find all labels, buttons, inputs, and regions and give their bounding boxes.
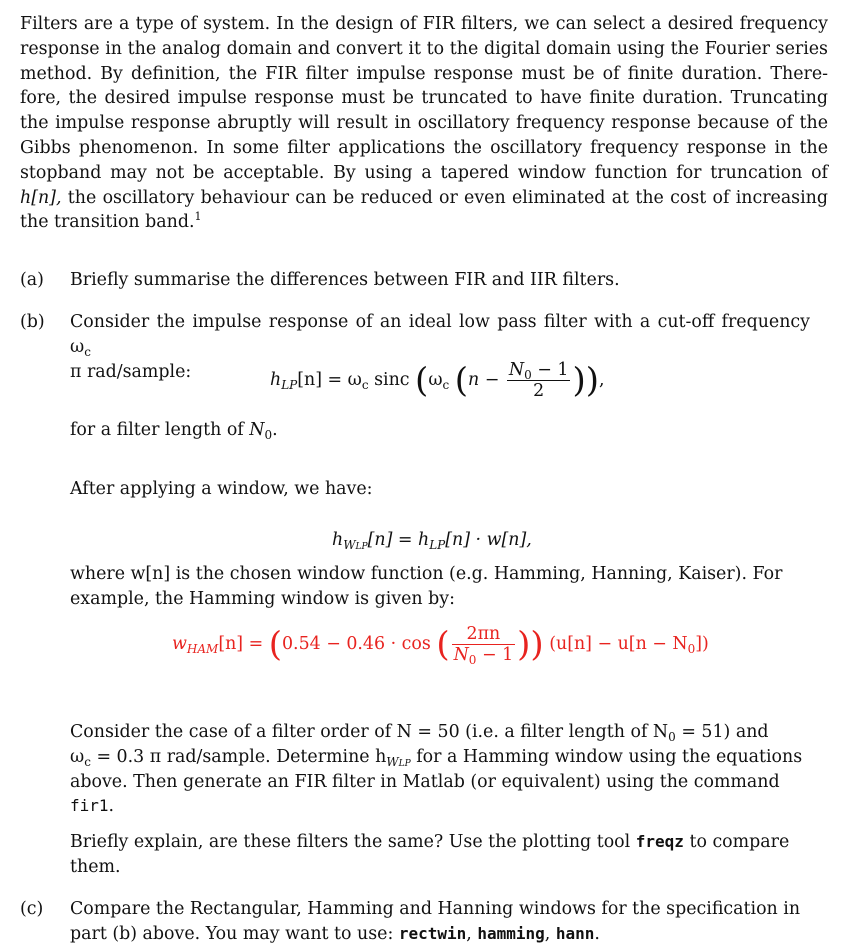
- part-a: [20, 268, 810, 293]
- freqz-command: freqz: [635, 832, 684, 851]
- part-a-label: (a): [20, 270, 44, 290]
- after-window-line: After applying a window, we have:: [70, 479, 373, 499]
- fir1-command: fir1: [70, 796, 109, 816]
- intro-line: the impulse response abruptly will result in oscillatory frequency response because of the: [20, 113, 828, 134]
- fraction: $\frac{2\pi n}{N_0 - 1}$: [453, 624, 514, 667]
- filter-length-line: for a filter length of $N_0$.: [70, 420, 278, 442]
- intro-line: Filters are a type of system. In the design of FIR filters, we can select a desired frequency: [20, 14, 828, 34]
- consider-paragraph: Consider the case of a filter order of N = 50 (i.e. a filter length of $N_0 = 51$) and $\omega_c = 0.3$ π rad/sample. Determine $h_{WLP}$ for a Hamming window using the equations above. Then generate an FIR filter in Matlab (or equivalent) using the command fir1.: [70, 722, 803, 817]
- where-window-text: where w[n] is the chosen window function (e.g. Hamming, Hanning, Kaiser). For example, the Hamming window is given by:: [70, 564, 783, 609]
- footnote-marker: 1: [194, 210, 202, 224]
- intro-line: stopband may not be acceptable. By using a tapered window function for truncation of: [20, 162, 828, 183]
- intro-line: fore, the desired impulse response must be truncated to have finite duration. Truncating: [20, 88, 828, 109]
- intro-line: response in the analog domain and convert it to the digital domain using the Fourier series: [20, 38, 828, 59]
- part-c: [20, 897, 810, 947]
- intro-symbol-h: h[n],: [20, 187, 62, 208]
- equation-hamming: $w_{HAM}[n] = (0.54 - 0.46 \cdot \cos$ ( $\frac{2\pi n}{N_0 - 1}$ )) $(u[n] - u[n - N_0])$: [172, 624, 709, 667]
- part-c-label: (c): [20, 899, 44, 919]
- document-page: [20, 12, 828, 235]
- intro-line: method. By definition, the FIR filter impulse response must be of finite duration. There-: [20, 63, 828, 84]
- part-a-text: Briefly summarise the differences between FIR and IIR filters.: [70, 270, 620, 290]
- intro-line: Gibbs phenomenon. In some filter applications the oscillatory frequency response in the: [20, 137, 828, 158]
- part-c-text: Compare the Rectangular, Hamming and Hanning windows for the specification in part (b) above. You may want to use: rectwin, hamming, hann.: [70, 899, 801, 944]
- hamming-command: hamming: [477, 923, 545, 943]
- explain-paragraph: Briefly explain, are these filters the same? Use the plotting tool freqz to compare them.: [70, 832, 790, 877]
- intro-line: the transition band.: [20, 212, 195, 233]
- part-b-intro: Consider the impulse response of an ideal low pass filter with a cut-off frequency $\omega_c$ π rad/sample:: [70, 312, 810, 382]
- intro-paragraph: [20, 12, 828, 235]
- intro-line: the oscillatory behaviour can be reduced or even eliminated at the cost of increasing: [67, 187, 829, 208]
- rectwin-command: rectwin: [398, 923, 467, 943]
- equation-windowed: $h_{WLP}[n] = h_{LP}[n] \cdot w[n]$,: [332, 530, 532, 552]
- part-b-label: (b): [20, 312, 45, 332]
- fraction: $\frac{N_0 - 1}{2}$: [508, 360, 569, 401]
- hann-command: hann: [555, 923, 595, 943]
- equation-lowpass: $h_{LP}[n] = \omega_c$ sinc ($\omega_c$ (n − $\frac{N_0 - 1}{2}$ )),: [270, 360, 605, 401]
